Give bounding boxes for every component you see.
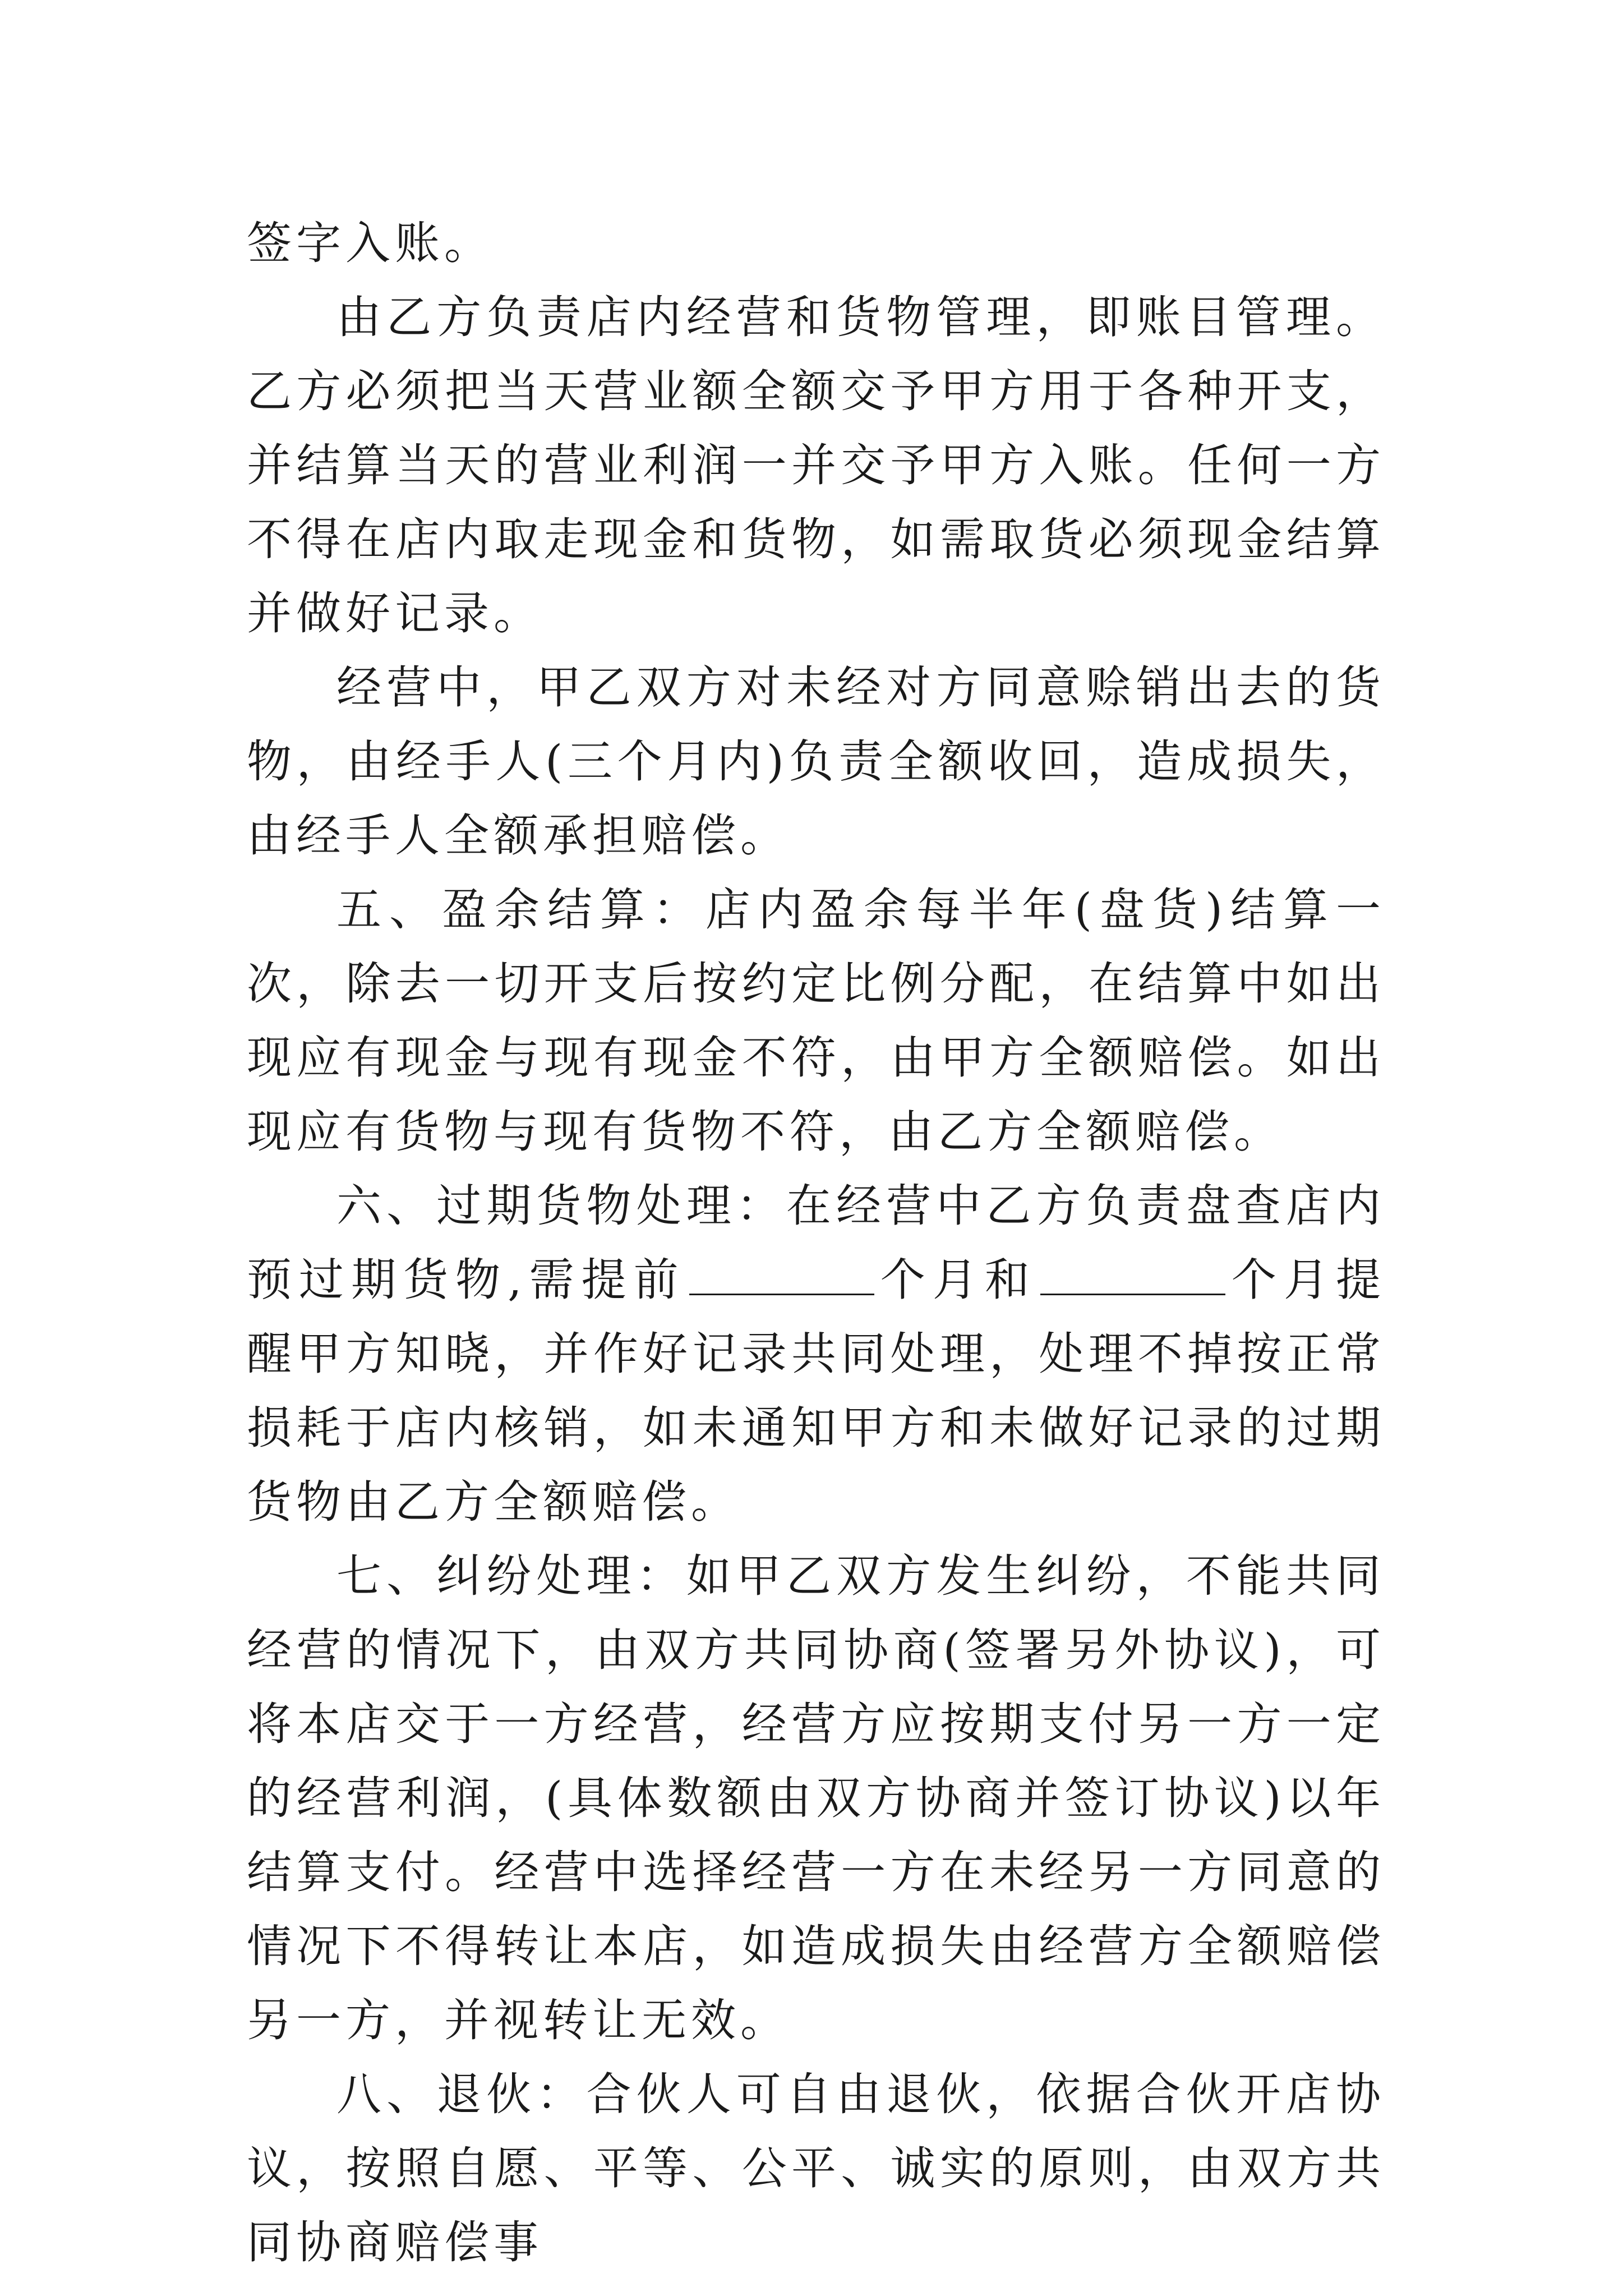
paragraph-profit-settlement: 五、盈余结算：店内盈余每半年(盘货)结算一次，除去一切开支后按约定比例分配，在结算中如出现应有现金与现有现金不符，由甲方全额赔偿。如出现应有货物与现有货物不符，由乙方全额赔偿。 <box>247 884 1385 1158</box>
paragraph-credit-sales: 经营中，甲乙双方对未经对方同意赊销出去的货物，由经手人(三个月内)负责全额收回，造成损失，由经手人全额承担赔偿。 <box>247 661 1385 862</box>
expired-goods-text-part2: 个月和 <box>877 1254 1037 1306</box>
paragraph-signature-entry: 签字入账。 <box>247 217 494 269</box>
paragraph-expired-goods <box>247 1169 1385 1539</box>
document-body <box>247 206 1385 2280</box>
expired-goods-text-part1: 六、过期货物处理：在经营中乙方负责盘查店内预过期货物,需提前 <box>247 1180 1385 1306</box>
blank-months-field-2 <box>1040 1254 1225 1295</box>
expired-goods-text-part3: 个月提醒甲方知晓，并作好记录共同处理，处理不掉按正常损耗于店内核销，如未通知甲方和未做好记录的过期货物由乙方全额赔偿。 <box>247 1254 1385 1528</box>
blank-months-field-1 <box>689 1254 874 1295</box>
paragraph-store-management: 由乙方负责店内经营和货物管理，即账目管理。乙方必须把当天营业额全额交予甲方用于各种开支，并结算当天的营业利润一并交予甲方入账。任何一方不得在店内取走现金和货物，如需取货必须现金结算并做好记录。 <box>247 291 1385 639</box>
paragraph-dispute-handling: 七、纠纷处理：如甲乙双方发生纠纷，不能共同经营的情况下，由双方共同协商(签署另外协议)，可将本店交于一方经营，经营方应按期支付另一方一定的经营利润，(具体数额由双方协商并签订协议)以年结算支付。经营中选择经营一方在未经另一方同意的情况下不得转让本店，如造成损失由经营方全额赔偿另一方，并视转让无效。 <box>247 1550 1385 2046</box>
paragraph-withdrawal: 八、退伙：合伙人可自由退伙，依据合伙开店协议，按照自愿、平等、公平、诚实的原则，由双方共同协商赔偿事 <box>247 2068 1385 2269</box>
